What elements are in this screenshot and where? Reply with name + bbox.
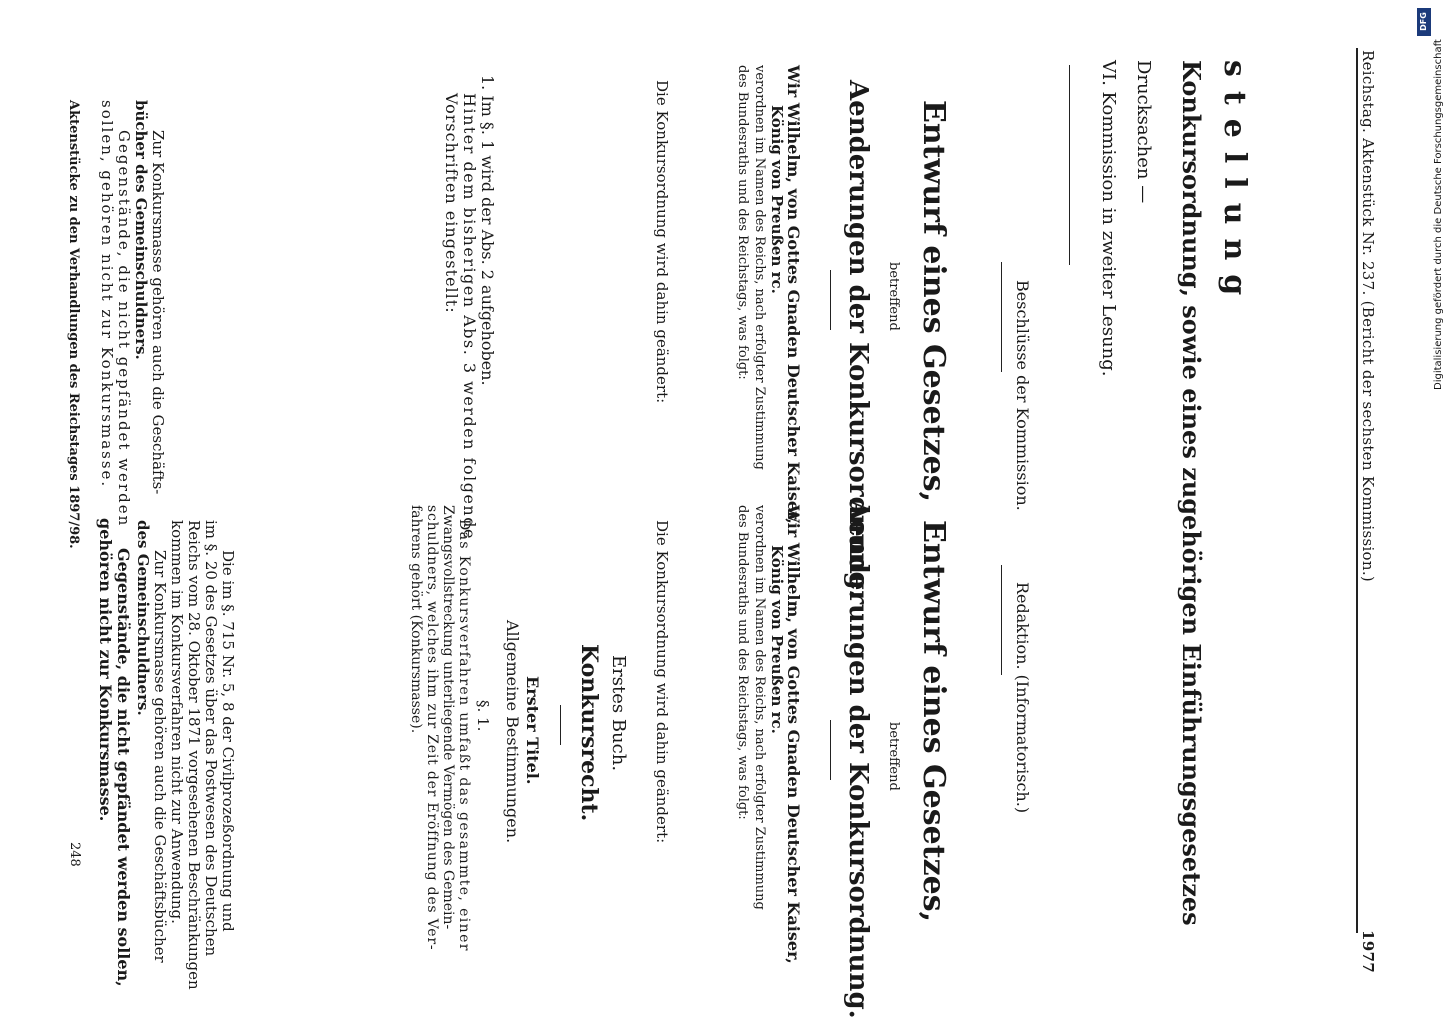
left-col-head: Beschlüsse der Kommission. — [1013, 280, 1032, 511]
left-item-1 — [442, 75, 496, 540]
left-footer: Aktenstücke zu den Verhandlungen des Reichstages 1897/98. — [66, 100, 81, 549]
right-buch-rule — [560, 705, 561, 745]
right-col-head: Redaktion. (Informatorisch.) — [1013, 582, 1032, 814]
right-para2-line: Zur Konkursmasse gehören auch die Geschäftsbücher — [151, 550, 169, 963]
left-preamble-line: verordnen im Namen des Reichs, nach erfolgter Zustimmung — [752, 65, 767, 470]
right-para1-line: Zwangsvollstreckung unterliegende Vermögen des Gemein- — [440, 505, 456, 930]
header-rule — [1356, 48, 1358, 933]
right-para-2 — [134, 520, 236, 990]
right-betreffend: betreffend — [886, 722, 901, 791]
left-item-line: Hinter dem bisherigen Abs. 3 werden folgende — [460, 93, 479, 540]
left-sub-rule — [830, 270, 831, 330]
left-konkurs-line: Zur Konkursmasse gehören auch die Geschäfts- — [149, 130, 167, 495]
right-para2-line: des Gemeinschuldners. — [134, 520, 152, 716]
right-para3-line: Gegenstände, die nicht gepfändet werden sollen, — [114, 548, 133, 987]
page-number: 1977 — [1359, 930, 1377, 973]
title-word: stellung — [1217, 60, 1252, 310]
left-konkurs-line: bücher des Gemeinschuldners. — [132, 100, 150, 360]
right-preamble-line: Wir Wilhelm, von Gottes Gnaden Deutscher Kaiser, — [784, 505, 803, 964]
running-header: Reichstag. Aktenstück Nr. 237. (Bericht der sechsten Kommission.) — [1359, 50, 1377, 583]
right-preamble-line: verordnen im Namen des Reichs, nach erfolgter Zustimmung — [752, 505, 767, 910]
left-aenderungen-title: Aenderungen der Konkursordnung. — [843, 80, 873, 599]
right-para-3 — [96, 518, 132, 987]
right-allgemeine: Allgemeine Bestimmungen. — [503, 620, 522, 844]
right-paragraph: §. 1. — [474, 700, 492, 732]
right-preamble — [734, 505, 802, 964]
right-para2-line: Reichs vom 28. Oktober 1871 vorgesehenen Beschränkungen — [185, 520, 203, 990]
left-preamble — [734, 65, 802, 524]
right-para1-line: Das Konkursverfahren umfaßt das gesammte, einer — [456, 519, 472, 952]
left-item-line: 1. Im §. 1 wird der Abs. 2 aufgehoben. — [478, 75, 497, 386]
drucksachen: Drucksachen — — [1133, 60, 1154, 204]
right-para2-line: im §. 20 des Gesetzes über das Postwesen des Deutschen — [202, 520, 220, 957]
title-rule-a — [1069, 65, 1070, 265]
left-preamble-line: König von Preußen rc. — [768, 105, 786, 294]
right-erstes-buch: Erstes Buch. — [608, 655, 629, 772]
right-para2-line: kommen im Konkursverfahren nicht zur Anwendung. — [168, 520, 186, 924]
left-item-line: Vorschriften eingestellt: — [442, 93, 461, 314]
right-aenderungen-title: Aenderungen der Konkursordnung. — [843, 500, 873, 1019]
right-preamble-line: König von Preußen rc. — [768, 545, 786, 734]
left-head-rule — [1001, 262, 1002, 372]
right-para2-line: Die im §. 715 Nr. 5, 8 der Civilprozeßordnung und — [219, 550, 237, 932]
right-entwurf-title: Entwurf eines Gesetzes, — [916, 520, 951, 923]
right-para1-line: schuldners, welches ihm zur Zeit der Eröffnung des Ver- — [424, 505, 440, 951]
right-erster-titel: Erster Titel. — [523, 676, 542, 785]
right-konkursrecht: Konkursrecht. — [576, 644, 602, 822]
kommission-line: VI. Kommission in zweiter Lesung. — [1098, 60, 1119, 377]
right-para-1 — [408, 505, 472, 952]
left-konkurs-line: sollen, gehören nicht zur Konkursmasse. — [98, 100, 116, 489]
left-preamble-line: des Bundesraths und des Reichstags, was folgt: — [735, 65, 750, 380]
left-betreffend: betreffend — [886, 262, 901, 331]
right-sub-rule — [830, 720, 831, 780]
title-subtitle: Konkursordnung, sowie eines zugehörigen Einführungsgesetzes — [1177, 60, 1206, 926]
digitization-note — [1415, 10, 1444, 990]
dfg-logo-text: DFG — [1418, 12, 1428, 31]
left-preamble-line: Wir Wilhelm, von Gottes Gnaden Deutscher Kaiser, — [784, 65, 803, 524]
right-preamble-line: des Bundesraths und des Reichstags, was folgt: — [735, 505, 750, 820]
left-entwurf-title: Entwurf eines Gesetzes, — [916, 100, 951, 503]
right-geaendert: Die Konkursordnung wird dahin geändert: — [653, 520, 671, 844]
right-para1-line: fahrens gehört (Konkursmasse). — [408, 505, 424, 734]
signature-mark: 248 — [67, 842, 82, 867]
digitization-note-text: Digitalisierung gefördert durch die Deutsche Forschungsgemeinschaft — [1433, 39, 1444, 390]
left-konkurs-line: Gegenstände, die nicht gepfändet werden — [115, 130, 133, 528]
right-head-rule — [1001, 565, 1002, 675]
left-konkursmasse — [98, 100, 166, 527]
right-para3-line: gehören nicht zur Konkursmasse. — [96, 518, 115, 822]
left-geaendert: Die Konkursordnung wird dahin geändert: — [653, 80, 671, 404]
